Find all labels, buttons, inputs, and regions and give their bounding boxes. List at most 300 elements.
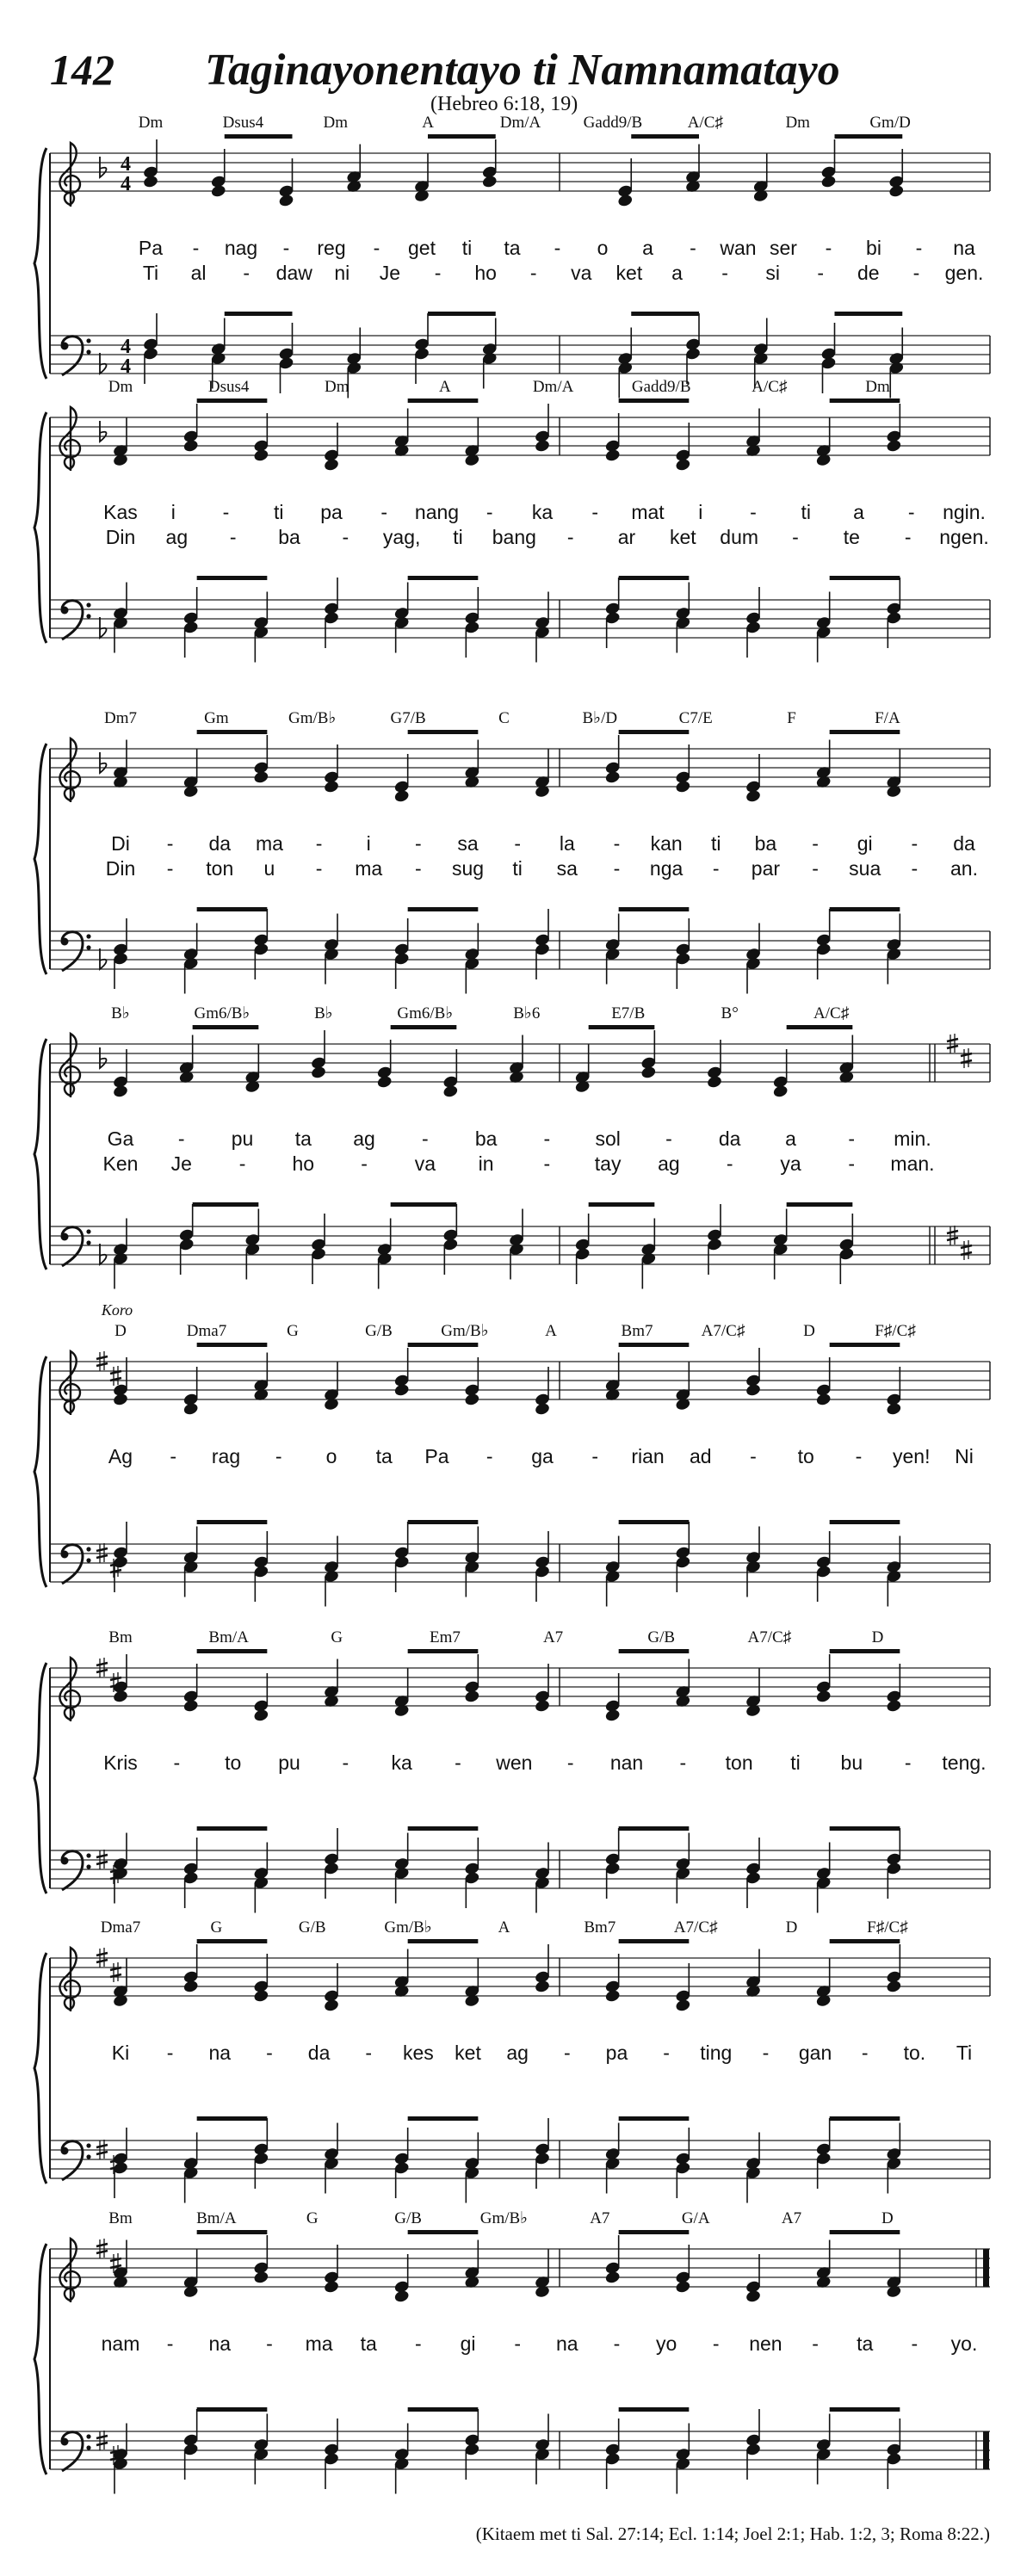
chord-symbol: Gm/B♭ <box>384 1918 432 1937</box>
alto-note <box>604 1708 621 1723</box>
chord-symbol: A <box>545 1322 557 1340</box>
alto-note <box>182 1980 199 1994</box>
treble-clef-icon <box>59 2239 80 2302</box>
lyric-syllable: - <box>904 526 912 548</box>
treble-clef-icon <box>59 407 80 471</box>
lyric-syllable: - <box>911 2332 919 2355</box>
alto-note <box>112 1690 128 1704</box>
bass-clef-icon <box>62 1851 83 1890</box>
lyric-syllable: - <box>566 1751 574 1774</box>
note-beam <box>197 1520 268 1524</box>
lyric-syllable: sua <box>849 857 881 880</box>
alto-note <box>745 1383 761 1398</box>
lyric-syllable: kan <box>650 832 683 855</box>
chord-symbol: A7/C♯ <box>747 1628 792 1646</box>
song-title: Taginayonentayo ti Namnamatayo <box>205 46 840 95</box>
note-beam <box>619 907 690 911</box>
chord-symbol: A <box>498 1918 510 1937</box>
lyric-syllable: - <box>812 832 819 855</box>
lyric-syllable: yo. <box>950 2332 978 2355</box>
treble-staff <box>50 1362 990 1399</box>
lyric-syllable: a <box>671 262 683 284</box>
lyric-syllable: - <box>177 1127 185 1150</box>
bass-clef-dot <box>61 938 69 946</box>
lyric-syllable: - <box>848 1152 856 1175</box>
lyric-syllable: to <box>225 1751 242 1774</box>
note-beam <box>197 1649 268 1653</box>
lyric-syllable: gen. <box>944 262 984 284</box>
alto-note <box>278 194 294 208</box>
alto-note <box>323 458 339 473</box>
chord-symbol: G/B <box>394 2209 422 2227</box>
note-beam <box>408 730 479 734</box>
bass-clef-dot <box>61 343 69 350</box>
lyric-syllable: teng. <box>942 1751 987 1774</box>
note-beam <box>619 398 690 403</box>
note-beam <box>408 907 479 911</box>
lyric-syllable: ya <box>780 1152 801 1175</box>
lyric-syllable: ngen. <box>939 526 989 548</box>
lyric-syllable: - <box>825 237 832 259</box>
chord-symbol: A7/C♯ <box>701 1322 745 1340</box>
lyric-syllable: ti <box>274 501 284 523</box>
bass-clef-dot <box>86 1240 90 1245</box>
lyric-syllable: sol <box>595 1127 621 1150</box>
bass-clef-icon <box>62 932 83 971</box>
lyric-syllable: - <box>554 237 561 259</box>
lyric-syllable: Pa <box>138 237 164 259</box>
chord-symbol: Gm6/B♭ <box>397 1004 454 1022</box>
note-beam <box>197 1939 268 1943</box>
chord-symbol: A <box>439 378 451 396</box>
alto-note <box>820 175 837 189</box>
note-beam <box>619 576 690 580</box>
lyric-syllable: nga <box>649 857 684 880</box>
lyric-syllable: - <box>563 2042 571 2064</box>
alto-note <box>464 1690 480 1704</box>
bass-clef-icon <box>62 2432 83 2471</box>
bass-clef-dot <box>86 945 90 949</box>
lyric-syllable: - <box>166 2332 174 2355</box>
lyric-syllable: min. <box>894 1127 931 1150</box>
lyric-syllable: dum <box>720 526 759 548</box>
sharp-stroke <box>947 1039 958 1041</box>
lyric-syllable: i <box>698 501 703 523</box>
lyric-syllable: o <box>597 237 609 259</box>
chord-symbol: F♯/C♯ <box>867 1918 908 1937</box>
chord-symbol: B° <box>721 1004 739 1022</box>
sharp-stroke <box>947 1238 958 1240</box>
chord-symbol: Gm <box>204 709 229 727</box>
note-beam <box>830 2116 900 2121</box>
sharp-stroke <box>96 1363 108 1366</box>
note-beam <box>197 2116 268 2121</box>
alto-note <box>323 2280 339 2295</box>
lyric-syllable: an. <box>950 857 978 880</box>
chord-symbol: G/B <box>298 1918 326 1937</box>
chord-symbol: F♯/C♯ <box>875 1322 916 1340</box>
lyric-syllable: a <box>642 237 653 259</box>
chord-symbol: G/A <box>681 2209 710 2227</box>
lyric-syllable: Kris <box>103 1751 138 1774</box>
lyric-syllable: wan <box>720 237 757 259</box>
flat-sign-icon <box>100 617 107 638</box>
alto-note <box>675 458 691 473</box>
lyric-syllable: - <box>591 1445 599 1467</box>
flat-sign-icon <box>100 1047 107 1068</box>
sharp-stroke <box>96 2152 108 2154</box>
alto-note <box>886 1699 902 1714</box>
sharp-stroke <box>96 2244 108 2246</box>
lyric-syllable: nang <box>414 501 460 523</box>
lyric-syllable: - <box>712 2332 720 2355</box>
sharp-stroke <box>96 1670 108 1672</box>
alto-note <box>706 1075 722 1090</box>
alto-note <box>393 2289 410 2304</box>
lyric-syllable: - <box>665 1127 672 1150</box>
chord-symbol: Gadd9/B <box>631 378 691 396</box>
time-signature-bottom: 4 <box>121 355 131 378</box>
treble-clef-icon <box>59 1351 80 1415</box>
chord-symbol: G/B <box>365 1322 393 1340</box>
alto-note <box>640 1066 657 1080</box>
lyric-syllable: ni <box>334 262 350 284</box>
bass-clef-dot <box>86 1229 90 1233</box>
sharp-stroke <box>96 2251 108 2253</box>
alto-note <box>886 1402 902 1417</box>
lyric-syllable: - <box>415 832 422 855</box>
note-beam <box>619 2116 690 2121</box>
note-beam <box>225 134 293 139</box>
lyric-syllable: Ti <box>956 2042 973 2064</box>
note-beam <box>408 398 479 403</box>
lyric-syllable: Din <box>105 857 136 880</box>
chord-symbol: D <box>114 1322 127 1340</box>
lyric-syllable: sa <box>457 832 479 855</box>
lyric-syllable: nag <box>224 237 258 259</box>
alto-note <box>142 175 158 189</box>
chord-symbol: Dma7 <box>186 1322 227 1340</box>
chord-symbol: A7 <box>590 2209 610 2227</box>
chord-symbol: B♭6 <box>513 1004 541 1022</box>
chord-symbol: Gm/B♭ <box>288 709 337 727</box>
lyric-syllable: - <box>911 832 919 855</box>
lyric-syllable: - <box>380 501 388 523</box>
chord-symbol: Gm/B♭ <box>479 2209 529 2227</box>
treble-clef-icon <box>59 1658 80 1721</box>
sharp-stroke <box>96 1855 108 1857</box>
alto-note <box>604 2270 621 2285</box>
lyric-syllable: gi <box>460 2332 476 2355</box>
note-beam <box>197 730 268 734</box>
bass-clef-icon <box>62 1545 83 1584</box>
note-beam <box>408 2230 479 2234</box>
lyric-syllable: ser <box>770 237 797 259</box>
sharp-sign-icon <box>110 1962 121 1982</box>
lyric-syllable: ngin. <box>943 501 986 523</box>
chord-symbol: C7/E <box>678 709 713 727</box>
note-beam <box>619 1826 690 1831</box>
sharp-stroke <box>96 1555 108 1558</box>
lyric-syllable: mat <box>631 501 665 523</box>
lyric-syllable: - <box>529 262 537 284</box>
system-bracket <box>34 1356 46 1587</box>
lyric-syllable: nan <box>609 1751 644 1774</box>
chord-symbol: Dm <box>108 378 133 396</box>
lyric-syllable: - <box>415 857 422 880</box>
alto-note <box>604 448 621 463</box>
lyric-syllable: gi <box>857 832 873 855</box>
lyric-syllable: - <box>812 2332 819 2355</box>
note-beam <box>830 576 900 580</box>
flat-sign-icon <box>100 353 107 374</box>
lyric-syllable: - <box>812 857 819 880</box>
lyric-syllable: la <box>559 832 575 855</box>
sharp-stroke <box>96 1960 108 1962</box>
lyric-syllable: - <box>486 501 493 523</box>
lyric-syllable: - <box>907 501 915 523</box>
chord-symbol: Gm6/B♭ <box>194 1004 251 1022</box>
lyric-syllable: da <box>307 2042 331 2064</box>
treble-clef-icon <box>59 1034 80 1097</box>
note-beam <box>391 1202 457 1207</box>
lyric-syllable: - <box>455 1751 461 1774</box>
lyric-syllable: da <box>208 832 232 855</box>
chord-symbol: D <box>871 1628 884 1646</box>
alto-note <box>323 1998 339 2013</box>
note-beam <box>197 1826 268 1831</box>
lyric-syllable: rag <box>211 1445 241 1467</box>
alto-note <box>323 780 339 794</box>
lyric-syllable: ti <box>790 1751 801 1774</box>
lyric-syllable: ma <box>255 832 283 855</box>
chord-symbol: F <box>787 709 796 727</box>
cross-references: (Kitaem met ti Sal. 27:14; Ecl. 1:14; Joel 2:1; Hab. 1:2, 3; Roma 8:22.) <box>475 2523 990 2544</box>
lyric-syllable: bi <box>866 237 881 259</box>
lyric-syllable: pa <box>605 2042 628 2064</box>
lyric-syllable: - <box>848 1127 856 1150</box>
alto-note <box>253 2270 269 2285</box>
lyric-syllable: ti <box>512 857 523 880</box>
lyric-syllable: ba <box>754 832 777 855</box>
system-bracket <box>34 148 46 379</box>
lyric-syllable: de <box>857 262 880 284</box>
lyric-syllable: ti <box>801 501 811 523</box>
chord-symbol: Dm7 <box>104 709 137 727</box>
lyric-syllable: na <box>208 2042 232 2064</box>
lyric-syllable: - <box>817 262 825 284</box>
note-beam <box>408 2116 479 2121</box>
lyric-syllable: - <box>762 2042 770 2064</box>
chord-symbol: G <box>287 1322 299 1340</box>
chord-symbol: Bm/A <box>196 2209 237 2227</box>
lyric-syllable: ma <box>305 2332 333 2355</box>
lyric-syllable: - <box>613 857 621 880</box>
lyric-syllable: ga <box>531 1445 554 1467</box>
lyric-syllable: ta <box>360 2332 377 2355</box>
lyric-syllable: yag, <box>382 526 421 548</box>
bass-clef-dot <box>61 2438 69 2446</box>
note-beam <box>619 2407 690 2412</box>
chord-symbol: A/C♯ <box>687 114 723 132</box>
alto-note <box>253 770 269 785</box>
chord-symbol: D <box>803 1322 815 1340</box>
lyric-syllable: ba <box>278 526 300 548</box>
lyric-syllable: - <box>361 1152 368 1175</box>
note-beam <box>197 1343 268 1347</box>
treble-staff <box>50 153 990 191</box>
chord-symbol: B♭ <box>314 1004 333 1022</box>
lyric-syllable: - <box>434 262 442 284</box>
lyric-syllable: - <box>566 526 574 548</box>
note-beam <box>631 312 699 316</box>
note-beam <box>619 1939 690 1943</box>
lyric-syllable: ket <box>615 262 643 284</box>
alto-note <box>617 194 634 208</box>
sharp-stroke <box>96 1663 108 1665</box>
lyric-syllable: bang <box>492 526 536 548</box>
chord-symbol: E7/B <box>611 1004 646 1022</box>
lyric-syllable: - <box>266 2332 273 2355</box>
lyric-syllable: - <box>591 501 599 523</box>
system-bracket <box>34 1663 46 1893</box>
bass-clef-icon <box>62 2141 83 2180</box>
chord-symbol: D <box>785 1918 798 1937</box>
lyric-syllable: - <box>266 2042 273 2064</box>
bass-clef-dot <box>61 1551 69 1559</box>
lyric-syllable: Ag <box>108 1445 133 1467</box>
chord-symbol: D <box>881 2209 894 2227</box>
time-signature-top: 4 <box>121 336 131 358</box>
treble-clef-icon <box>59 738 80 802</box>
note-beam <box>830 1939 900 1943</box>
note-beam <box>830 1343 900 1347</box>
lyric-syllable: - <box>750 1445 757 1467</box>
lyric-syllable: - <box>613 2332 621 2355</box>
system-bracket <box>34 744 46 974</box>
lyric-syllable: ton <box>206 857 234 880</box>
note-beam <box>830 2407 900 2412</box>
chord-symbol: Gadd9/B <box>583 114 643 132</box>
sharp-stroke <box>947 1231 958 1233</box>
chord-symbol: Bm/A <box>208 1628 249 1646</box>
note-beam <box>197 2407 268 2412</box>
chord-symbol: Dm <box>865 378 890 396</box>
note-beam <box>197 907 268 911</box>
sharp-stroke <box>947 1046 958 1048</box>
lyric-syllable: to <box>797 1445 814 1467</box>
lyric-syllable: - <box>712 857 720 880</box>
alto-note <box>604 770 621 785</box>
note-beam <box>193 1202 259 1207</box>
alto-note <box>745 789 761 804</box>
lyric-syllable: si <box>765 262 780 284</box>
chord-symbol: Dm/A <box>532 378 574 396</box>
alto-note <box>534 1699 550 1714</box>
lyric-syllable: Pa <box>424 1445 449 1467</box>
chord-symbol: Dm <box>325 378 349 396</box>
lyric-syllable: Di <box>111 832 130 855</box>
note-beam <box>408 1826 479 1831</box>
chord-symbol: G <box>331 1628 343 1646</box>
bass-clef-dot <box>61 1857 69 1865</box>
lyric-syllable: - <box>166 857 174 880</box>
lyric-syllable: ka <box>391 1751 412 1774</box>
bass-staff <box>50 336 990 374</box>
lyric-syllable: Je <box>170 1152 192 1175</box>
chord-symbol: B♭/D <box>582 709 618 727</box>
lyric-syllable: i <box>170 501 176 523</box>
note-beam <box>830 1520 900 1524</box>
note-beam <box>787 1025 853 1029</box>
bass-clef-icon <box>62 601 83 639</box>
sharp-stroke <box>96 1953 108 1955</box>
note-beam <box>408 1520 479 1524</box>
note-beam <box>631 134 699 139</box>
alto-note <box>888 184 905 199</box>
lyric-syllable: - <box>861 2042 869 2064</box>
lyric-syllable: ag <box>506 2042 529 2064</box>
lyric-syllable: ag <box>658 1152 680 1175</box>
lyric-syllable: - <box>514 2332 522 2355</box>
chord-symbol: A/C♯ <box>813 1004 850 1022</box>
sharp-stroke <box>96 1548 108 1551</box>
lyric-syllable: - <box>690 237 696 259</box>
lyric-syllable: ti <box>461 237 473 259</box>
alto-note <box>464 1393 480 1407</box>
lyric-syllable: u <box>263 857 275 880</box>
lyric-syllable: ket <box>455 2042 481 2064</box>
lyric-syllable: nam <box>101 2332 140 2355</box>
alto-note <box>815 1393 832 1407</box>
chord-symbol: A7 <box>542 1628 564 1646</box>
note-beam <box>408 576 479 580</box>
bass-clef-dot <box>86 349 90 354</box>
lyric-syllable: va <box>571 262 592 284</box>
sharp-stroke <box>96 1862 108 1864</box>
lyric-syllable: - <box>415 2332 422 2355</box>
sharp-stroke <box>96 2443 108 2445</box>
lyric-syllable: Je <box>379 262 401 284</box>
lyric-syllable: - <box>342 526 349 548</box>
lyric-syllable: sug <box>451 857 485 880</box>
chord-symbol: Dsus4 <box>207 378 250 396</box>
lyric-syllable: pu <box>278 1751 300 1774</box>
alto-note <box>253 1708 269 1723</box>
lyric-syllable: Kas <box>103 501 138 523</box>
chord-symbol: Bm <box>108 1628 133 1646</box>
bass-clef-dot <box>61 1233 69 1241</box>
system-bracket <box>34 1039 46 1269</box>
alto-note <box>886 1980 902 1994</box>
lyric-syllable: ta <box>294 1127 312 1150</box>
lyric-syllable: ho <box>292 1152 315 1175</box>
chord-symbol: Bm <box>108 2209 133 2227</box>
lyric-syllable: - <box>342 1751 349 1774</box>
lyric-syllable: a <box>853 501 864 523</box>
lyric-syllable: ba <box>474 1127 498 1150</box>
alto-note <box>886 439 902 454</box>
flat-sign-icon <box>100 1244 107 1264</box>
note-beam <box>830 398 900 403</box>
lyric-syllable: bu <box>840 1751 863 1774</box>
chord-symbol: Bm7 <box>621 1322 653 1340</box>
chord-symbol: G7/B <box>390 709 426 727</box>
chord-symbol: Gm/D <box>869 114 911 132</box>
bass-clef-dot <box>61 607 69 615</box>
lyric-syllable: al <box>190 262 207 284</box>
alto-note <box>210 184 226 199</box>
